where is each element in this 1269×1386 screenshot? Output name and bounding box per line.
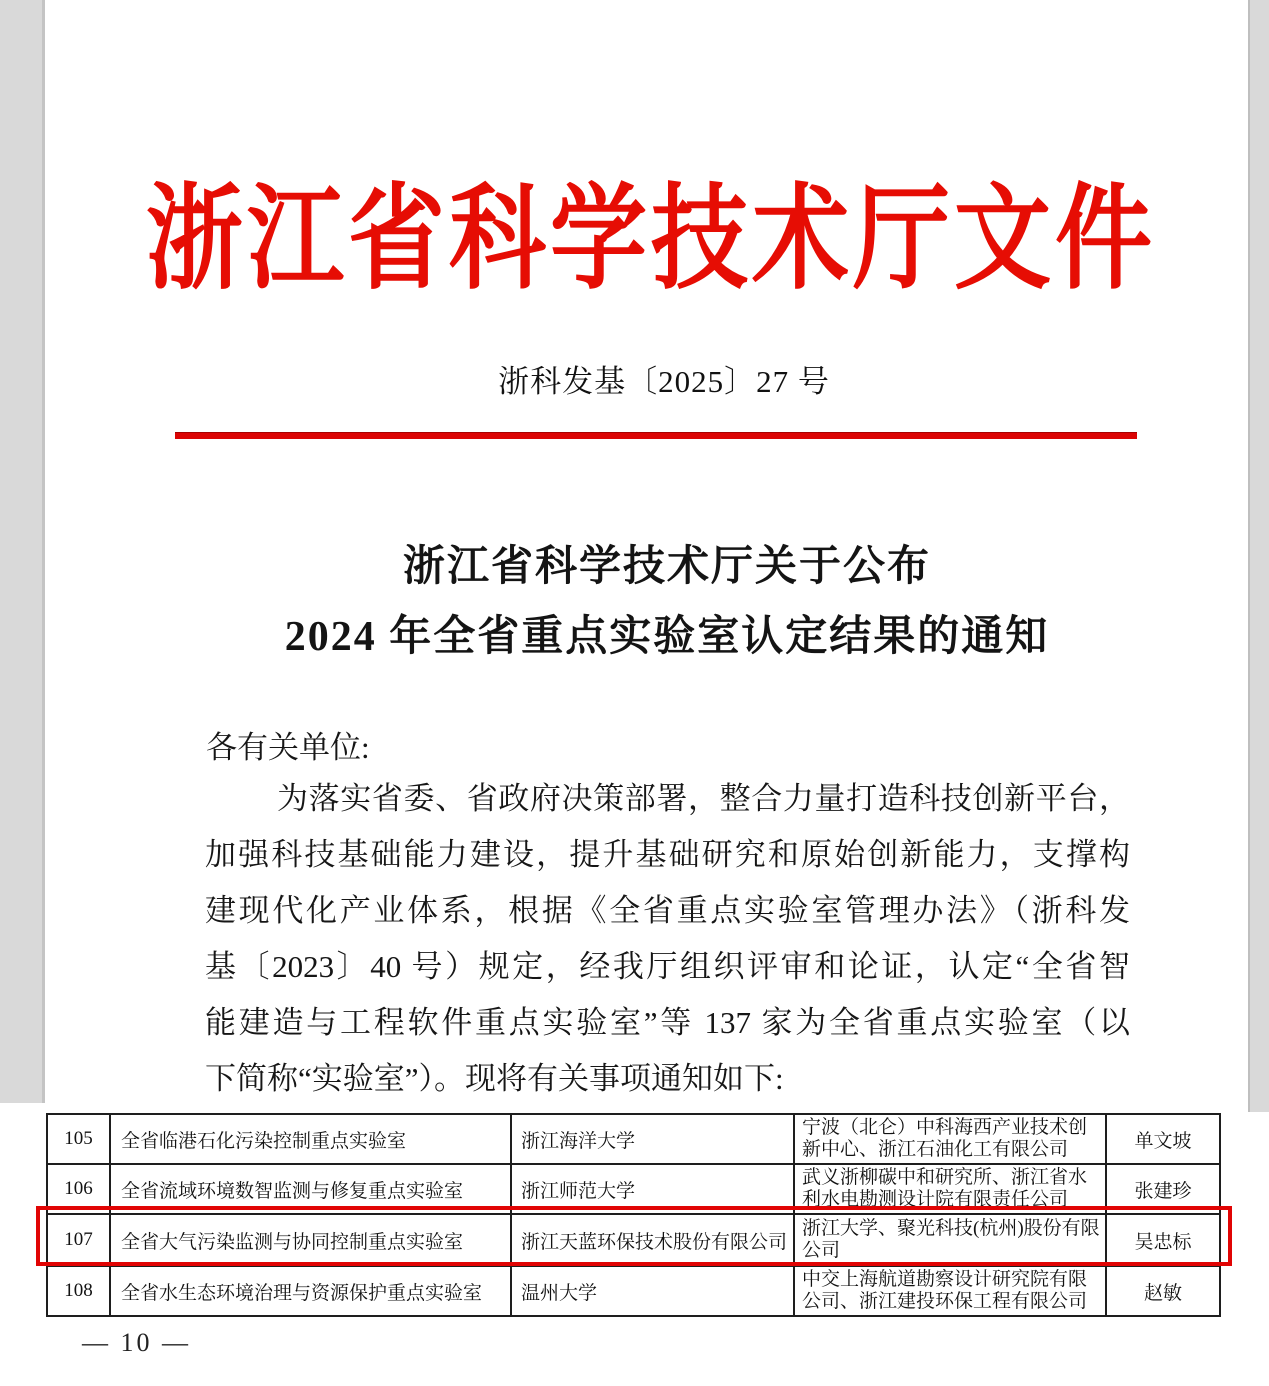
lab-table-body [47,1114,1220,1316]
cell-institution: 浙江海洋大学 [511,1114,794,1164]
body-line: 加强科技基础能力建设，提升基础研究和原始创新能力，支撑构 [205,837,1130,872]
document-number: 浙科发基〔2025〕27 号 [498,364,830,399]
cell-no: 107 [47,1214,110,1266]
cell-no: 108 [47,1266,110,1316]
cell-partners: 浙江大学、聚光科技(杭州)股份有限公司 [794,1214,1106,1266]
cell-no: 105 [47,1114,110,1164]
cell-head: 张建珍 [1106,1164,1220,1214]
table-row-highlighted [47,1214,1220,1266]
body-line: 为落实省委、省政府决策部署，整合力量打造科技创新平台， [277,781,1130,816]
page-number: — 10 — [82,1328,191,1357]
cell-no: 106 [47,1164,110,1214]
notice-title-line1: 浙江省科学技术厅关于公布 [402,544,931,590]
cell-head: 单文坡 [1106,1114,1220,1164]
cell-lab: 全省大气污染监测与协同控制重点实验室 [110,1214,511,1266]
red-divider-rule [175,432,1137,439]
cell-institution: 浙江师范大学 [511,1164,794,1214]
cell-institution: 温州大学 [511,1266,794,1316]
table-row [47,1114,1220,1164]
body-line: 下简称“实验室”）。现将有关事项通知如下: [205,1061,784,1096]
cell-partners: 宁波（北仑）中科海西产业技术创新中心、浙江石油化工有限公司 [794,1114,1106,1164]
body-line: 基〔2023〕40 号）规定，经我厅组织评审和论证，认定“全省智 [205,949,1130,984]
cell-partners: 中交上海航道勘察设计研究院有限公司、浙江建投环保工程有限公司 [794,1266,1106,1316]
cell-lab: 全省水生态环境治理与资源保护重点实验室 [110,1266,511,1316]
agency-banner-title: 浙江省科学技术厅文件 [146,176,1156,303]
lab-table [46,1113,1221,1317]
page-left-margin [0,0,45,1103]
table-row [47,1164,1220,1214]
cell-lab: 全省临港石化污染控制重点实验室 [110,1114,511,1164]
cell-head: 赵敏 [1106,1266,1220,1316]
cell-lab: 全省流域环境数智监测与修复重点实验室 [110,1164,511,1214]
notice-title-line2: 2024 年全省重点实验室认定结果的通知 [284,614,1050,660]
cell-institution: 浙江天蓝环保技术股份有限公司 [511,1214,794,1266]
cell-partners: 武义浙柳碳中和研究所、浙江省水利水电勘测设计院有限责任公司 [794,1164,1106,1214]
table-row [47,1266,1220,1316]
body-line: 建现代化产业体系，根据《全省重点实验室管理办法》（浙科发 [205,893,1130,928]
salutation: 各有关单位: [206,730,370,765]
body-line: 能建造与工程软件重点实验室”等 137 家为全省重点实验室（以 [205,1005,1130,1040]
cell-head: 吴忠标 [1106,1214,1220,1266]
